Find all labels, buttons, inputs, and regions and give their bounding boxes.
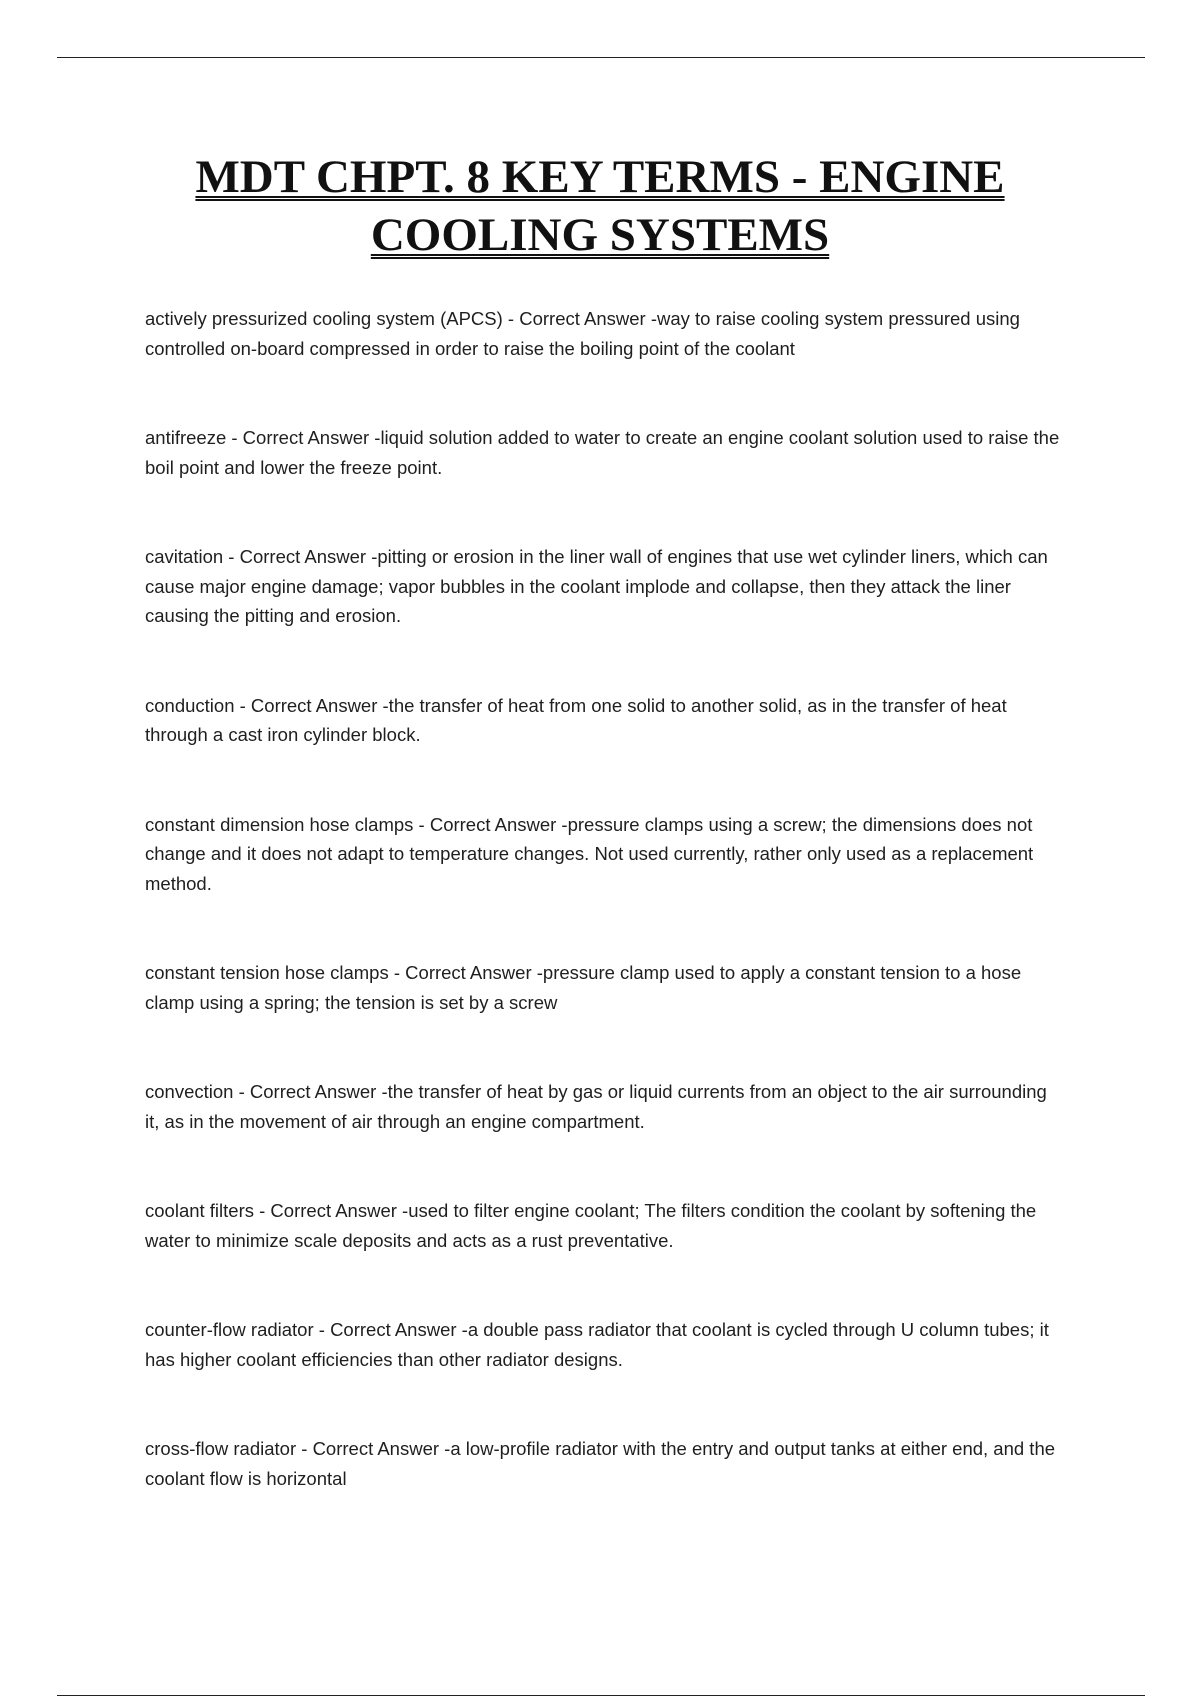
term-entry: convection - Correct Answer -the transfer of heat by gas or liquid currents from an object to the air surrounding it, as in the movement of air through an engine compartment. [145, 1081, 1047, 1132]
term-entry: coolant filters - Correct Answer -used to filter engine coolant; The filters condition the coolant by softening the water to minimize scale deposits and acts as a rust preventative. [145, 1200, 1037, 1251]
term-entry: cross-flow radiator - Correct Answer -a low-profile radiator with the entry and output tanks at either end, and the coolant flow is horizontal [145, 1438, 1056, 1489]
title-line-1: MDT CHPT. 8 KEY TERMS - ENGINE [195, 151, 1005, 203]
page-title [100, 148, 1100, 264]
key-terms-list [145, 304, 1065, 1553]
term-entry: constant tension hose clamps - Correct Answer -pressure clamp used to apply a constant tension to a hose clamp using a spring; the tension is set by a screw [145, 962, 1022, 1013]
top-rule [57, 57, 1145, 58]
term-entry: conduction - Correct Answer -the transfer of heat from one solid to another solid, as in the transfer of heat through a cast iron cylinder block. [145, 694, 1007, 745]
term-entry: counter-flow radiator - Correct Answer -a double pass radiator that coolant is cycled through U column tubes; it has higher coolant efficiencies than other radiator designs. [145, 1319, 1049, 1370]
term-entry: antifreeze - Correct Answer -liquid solution added to water to create an engine coolant solution used to raise the boil point and lower the freeze point. [145, 427, 1060, 478]
term-entry: actively pressurized cooling system (APCS) - Correct Answer -way to raise cooling system pressured using controlled on-board compressed in order to raise the boiling point of the coolant [145, 308, 1020, 359]
term-entry: constant dimension hose clamps - Correct Answer -pressure clamps using a screw; the dimensions does not change and it does not adapt to temperature changes. Not used currently, rather only used as a replacement method. [145, 813, 1034, 894]
title-line-2: COOLING SYSTEMS [370, 209, 830, 261]
bottom-rule [57, 1695, 1145, 1696]
term-entry: cavitation - Correct Answer -pitting or erosion in the liner wall of engines that use wet cylinder liners, which can cause major engine damage; vapor bubbles in the coolant implode and collapse, then they attack the liner causing the pitting and erosion. [145, 546, 1048, 626]
